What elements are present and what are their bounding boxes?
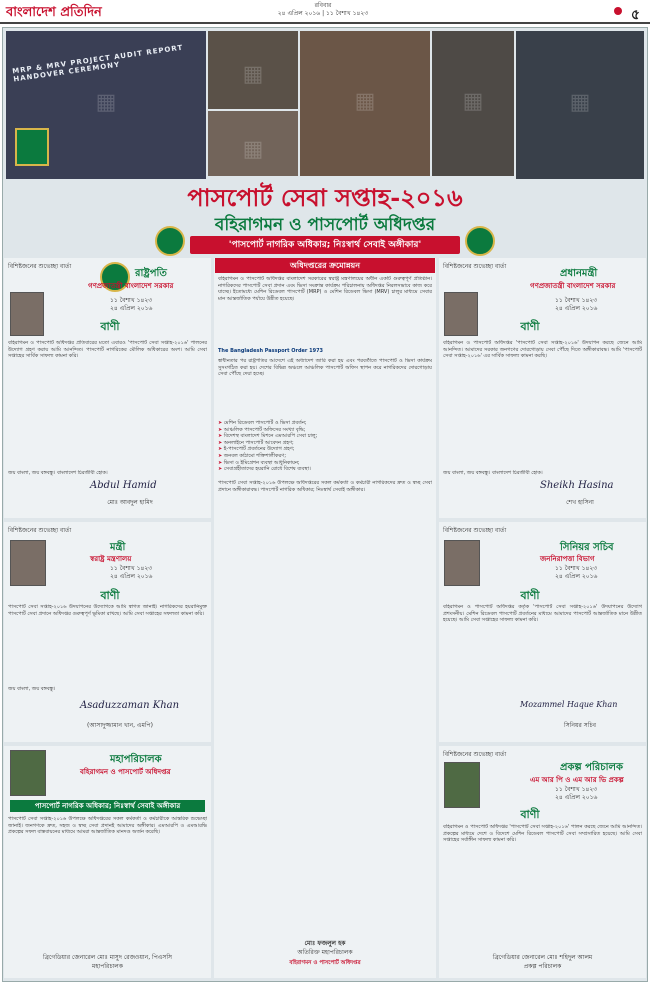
center-body-1: বহিরাগমন ও পাসপোর্ট অধিদপ্তর বাংলাদেশ সরকারের স্বরাষ্ট্র মন্ত্রণালয়ের অধীন একটি গুরুত্বপূর্ণ প্রতিষ্ঠান। নাগরিকদের পাসপোর্ট সেবা প্রদান এবং ভিসা সংক্রান্ত কার্যক্রম পরিচালনায় অধিদপ্তর নিরলসভাবে কাজ করে যাচ্ছে। ইতোমধ্যে মেশিন রিডেবল পাসপোর্ট (MRP) ও মেশিন রিডেবল ভিসা (MRV) চালুর মাধ্যমে সেবার মান আন্তর্জাতিক পর্যায়ে উন্নীত হয়েছে। (218, 276, 432, 302)
center-body-2: স্বাধীনতার পর রাষ্ট্রপতির আদেশে এই অধ্যাদেশ জারি করা হয় এবং পরবর্তীতে পাসপোর্ট ও ভিসা কার্যক্রম সুসংগঠিত করা হয়। দেশের বিভিন্ন অঞ্চলে আঞ্চলিক পাসপোর্ট অফিস স্থাপন করে নাগরিকদের দোরগোড়ায় সেবা পৌঁছে দেয়া হচ্ছে। (218, 358, 432, 378)
signature: Mozammel Haque Khan (520, 700, 618, 709)
center-footer: বহিরাগমন ও পাসপোর্ট অধিদপ্তর (289, 960, 361, 966)
card-text: বহিরাগমন ও পাসপোর্ট অধিদপ্তর প্রতিবারের মতো এবারও 'পাসপোর্ট সেবা সপ্তাহ-২০১৬' পালনের উদ্যোগ গ্রহণ করায় আমি আনন্দিত। পাসপোর্ট নাগরিকের মৌলিক অধিকারের অংশ। আমি সেবা সপ্তাহের সার্বিক সাফল্য কামনা করি। (8, 340, 207, 360)
center-quote: The Bangladesh Passport Order 1973 (218, 348, 324, 354)
card-label: বিশিষ্টজনের শুভেচ্ছা বার্তা (8, 527, 72, 534)
card-name: (আসাদুজ্জামান খান, এমপি) (87, 722, 153, 729)
portrait-pd (444, 762, 480, 808)
card-gov: এম আর পি ও এম আর ভি প্রকল্প (530, 776, 624, 784)
masthead: বাংলাদেশ প্রতিদিন (6, 5, 102, 20)
date-bangla: ১১ বৈশাখ ১৪২৩ (555, 297, 598, 304)
dg-slogan: পাসপোর্ট নাগরিক অধিকার; নিঃস্বার্থ সেবাই অঙ্গীকার (10, 800, 205, 812)
card-role: মন্ত্রী (110, 542, 126, 553)
list-item: ➤ মেশিন রিডেবল পাসপোর্ট ও ভিসা প্রবর্তন; (218, 420, 432, 427)
card-text: বহিরাগমন ও পাসপোর্ট অধিদপ্তর 'পাসপোর্ট সেবা সপ্তাহ-২০১৬' পালন করছে জেনে আমি আনন্দিত। প্রকল্পের মাধ্যমে দেশে ও বিদেশে মেশিন রিডেবল পাসপোর্ট সেবা সম্প্রসারিত হয়েছে। আমি সেবা সপ্তাহের সর্বাঙ্গীন সাফল্য কামনা করি। (443, 824, 642, 844)
card-gov: স্বরাষ্ট্র মন্ত্রণালয় (90, 555, 132, 563)
bani-heading: বাণী (520, 808, 540, 821)
signature: Abdul Hamid (90, 480, 157, 491)
card-title: প্রকল্প পরিচালক (523, 963, 562, 970)
date-english: ২৪ এপ্রিল ২০১৬ (110, 305, 153, 312)
signature: Sheikh Hasina (540, 480, 614, 491)
card-name: ব্রিগেডিয়ার জেনারেল মোঃ শহিদুল আলম (492, 954, 593, 961)
card-date (110, 565, 152, 581)
card-date (555, 786, 597, 802)
bani-heading: বাণী (100, 589, 120, 602)
card-date (110, 297, 152, 313)
list-item: ➤ ভিসা ও ইমিগ্রেশন ব্যবস্থা আধুনিকায়ন; (218, 460, 432, 467)
card-name: ব্রিগেডিয়ার জেনারেল মোঃ মাসুদ রেজওয়ান, পিএসসি (42, 954, 173, 961)
portrait-dg (10, 750, 46, 796)
signature: Asaduzzaman Khan (80, 700, 180, 711)
date-bangla: ১১ বৈশাখ ১৪২৩ (555, 786, 598, 793)
photo-meeting-2: ▦ (300, 31, 430, 176)
card-text: বহিরাগমন ও পাসপোর্ট অধিদপ্তর 'পাসপোর্ট সেবা সপ্তাহ-২০১৬' উদযাপন করছে জেনে আমি আনন্দিত। আমাদের সরকার জনগণের দোরগোড়ায় সেবা পৌঁছে দিতে অঙ্গীকারাবদ্ধ। আমি 'পাসপোর্ট সেবা সপ্তাহ-২০১৬' এর সার্বিক সাফল্য কামনা করছি। (443, 340, 642, 360)
date-bangla: ১১ বৈশাখ ১৪২৩ (555, 565, 598, 572)
photo-meeting-4: ▦ (516, 31, 644, 179)
achievement-list (218, 420, 432, 473)
list-item: ➤ বিদেশস্থ বাংলাদেশ মিশনে এমআরপি সেবা চালু; (218, 433, 432, 440)
center-signatory-title: অতিরিক্ত মহাপরিচালক (297, 949, 353, 956)
card-role: প্রধানমন্ত্রী (560, 268, 598, 279)
page-number: ৫ (630, 7, 640, 23)
bani-heading: বাণী (100, 320, 120, 333)
card-date (555, 565, 597, 581)
card-role: প্রকল্প পরিচালক (560, 762, 623, 773)
date-english: ২৪ এপ্রিল ২০১৬ (555, 573, 598, 580)
card-closing: জয় বাংলা, জয় বঙ্গবন্ধু। বাংলাদেশ চিরজীবী হোক। (443, 470, 543, 476)
card-gov: বহিরাগমন ও পাসপোর্ট অধিদপ্তর (80, 768, 171, 776)
portrait-president (10, 292, 44, 336)
date: ২৪ এপ্রিল ২০১৬ | ১১ বৈশাখ ১৪২৩ (277, 10, 369, 17)
photo-ceremony: ▦ (6, 31, 206, 179)
dateline (268, 2, 378, 18)
date-english: ২৪ এপ্রিল ২০১৬ (110, 573, 153, 580)
card-title: মহাপরিচালক (92, 963, 123, 970)
card-role: রাষ্ট্রপতি (135, 268, 167, 279)
list-item: ➤ ই-পাসপোর্ট প্রবর্তনের উদ্যোগ গ্রহণ; (218, 446, 432, 453)
card-text: বহিরাগমন ও পাসপোর্ট অধিদপ্তর কর্তৃক 'পাসপোর্ট সেবা সপ্তাহ-২০১৬' উদযাপনের উদ্যোগ প্রশংসনীয়। মেশিন রিডেবল পাসপোর্ট প্রবর্তনের মাধ্যমে আমাদের পাসপোর্ট আন্তর্জাতিক মানে উন্নীত হয়েছে। আমি সেবা সপ্তাহের সাফল্য কামনা করি। (443, 604, 642, 624)
card-label: বিশিষ্টজনের শুভেচ্ছা বার্তা (443, 527, 507, 534)
card-label: বিশিষ্টজনের শুভেচ্ছা বার্তা (443, 263, 507, 270)
card-label: বিশিষ্টজনের শুভেচ্ছা বার্তা (443, 751, 507, 758)
center-body-3: পাসপোর্ট সেবা সপ্তাহ-২০১৬ উপলক্ষে অধিদপ্তরের সকল কর্মকর্তা ও কর্মচারী নাগরিকদের দ্রুত ও স্বচ্ছ সেবা প্রদানে অঙ্গীকারাবদ্ধ। পাসপোর্ট নাগরিক অধিকার; নিঃস্বার্থ সেবাই অঙ্গীকার। (218, 480, 432, 493)
page-marker-dot (614, 7, 622, 15)
list-item: ➤ আঞ্চলিক পাসপোর্ট অফিসের সংখ্যা বৃদ্ধি; (218, 427, 432, 434)
bani-heading: বাণী (520, 589, 540, 602)
gov-emblem-left (155, 226, 185, 256)
photo-meeting-3: ▦ (432, 31, 514, 176)
date-english: ২৪ এপ্রিল ২০১৬ (555, 794, 598, 801)
date-english: ২৪ এপ্রিল ২০১৬ (555, 305, 598, 312)
portrait-secretary (444, 540, 480, 586)
card-closing: জয় বাংলা, জয় বঙ্গবন্ধু। (8, 686, 56, 692)
department-name: বহিরাগমন ও পাসপোর্ট অধিদপ্তর (214, 215, 436, 235)
card-role: সিনিয়র সচিব (560, 542, 614, 553)
card-name: মোঃ আবদুল হামিদ (107, 499, 153, 506)
date-bangla: ১১ বৈশাখ ১৪২৩ (110, 297, 153, 304)
gov-emblem-right (465, 226, 495, 256)
portrait-pm (444, 292, 478, 336)
photo-meeting-1: ▦ (208, 31, 298, 109)
card-gov: গণপ্রজাতন্ত্রী বাংলাদেশ সরকার (530, 282, 616, 290)
weekday: রবিবার (314, 2, 332, 9)
photo-meeting-5: ▦ (208, 111, 298, 176)
list-item: ➤ সেবাগ্রহীতাদের হয়রানি রোধে বিশেষ ব্যবস্থা। (218, 466, 432, 473)
card-label: বিশিষ্টজনের শুভেচ্ছা বার্তা (8, 263, 72, 270)
card-name: সিনিয়র সচিব (564, 722, 596, 729)
card-text: পাসপোর্ট সেবা সপ্তাহ-২০১৬ উপলক্ষে অধিদপ্তরের সকল কর্মকর্তা ও কর্মচারীকে আন্তরিক শুভেচ্ছা জানাই। জনগণকে দ্রুত, সহজ ও স্বচ্ছ সেবা প্রদানই আমাদের অঙ্গীকার। এমআরপি ও এমআরভি প্রকল্পের সফল বাস্তবায়নের মাধ্যমে আমরা আন্তর্জাতিক মানদণ্ড অর্জন করেছি। (8, 816, 207, 836)
list-item: ➤ জনবল কাঠামো শক্তিশালীকরণ; (218, 453, 432, 460)
slogan-banner: 'পাসপোর্ট নাগরিক অধিকার; নিঃস্বার্থ সেবাই অঙ্গীকার' (190, 236, 460, 254)
card-date (555, 297, 597, 313)
bani-heading: বাণী (520, 320, 540, 333)
card-gov: গণপ্রজাতন্ত্রী বাংলাদেশ সরকার (88, 282, 174, 290)
card-name: শেখ হাসিনা (566, 499, 594, 506)
date-bangla: ১১ বৈশাখ ১৪২৩ (110, 565, 153, 572)
photo-banner-text: MRP & MRV PROJECT AUDIT REPORT HANDOVER CEREMONY (11, 43, 184, 84)
card-gov: জননিরাপত্তা বিভাগ (540, 555, 595, 563)
passport-emblem (15, 128, 49, 166)
portrait-minister (10, 540, 46, 586)
card-role: মহাপরিচালক (110, 754, 162, 765)
headline: পাসপোর্ট সেবা সপ্তাহ-২০১৬ (187, 183, 463, 212)
section-title: অধিদপ্তরের ক্রমোন্নয়ন (215, 258, 435, 273)
center-signatory-name: মোঃ ফজলুল হক (304, 940, 346, 947)
card-closing: জয় বাংলা, জয় বঙ্গবন্ধু। বাংলাদেশ চিরজীবী হোক। (8, 470, 108, 476)
card-text: পাসপোর্ট সেবা সপ্তাহ-২০১৬ উদযাপনের উদ্যোগকে আমি স্বাগত জানাই। নাগরিকদের হয়রানিমুক্ত পাসপোর্ট সেবা প্রদানে অধিদপ্তর গুরুত্বপূর্ণ ভূমিকা রাখছে। আমি সেবা সপ্তাহের সফলতা কামনা করি। (8, 604, 207, 617)
list-item: ➤ অনলাইনে পাসপোর্ট আবেদন গ্রহণ; (218, 440, 432, 447)
